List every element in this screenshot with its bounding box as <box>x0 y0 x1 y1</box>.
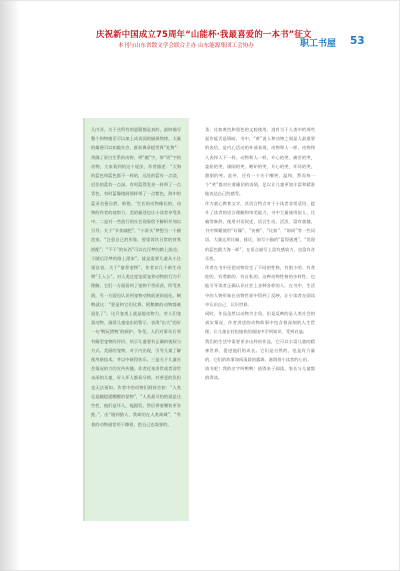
paragraph: 同时，作品虽然以动物为主角，但是反映的是人类社会的真实情况，作者讲述的动物故事中包含着深刻的人生哲理，让儿童在轻松愉快的阅读中学到知识，受到启迪。 <box>205 312 315 336</box>
section-label: 职工书屋 <box>300 39 337 49</box>
article-header-title: 庆祝新中国成立75周年“山能杯·我最喜爱的一本书”征文 <box>96 29 312 39</box>
left-column-text: 几内亚。关于这所有的悬疑都是真的，最终描写整个和物植至可以加上成英国的描探物律。大量的属便可以知做社会，群获典章提世界“礼物”：列确了原白生系的动物，带“潮”字，带“贵”字的动物，大家看到的这个说法，作者描述：“大海的蓝色和蓝色都不一样的，远处的蓝有一点淡，近处的蓝有一点深，有时蓝得发亮一样带了一点青色，有时蓝像镜展那样带了一点紫色，海中的蓝采名曼自然、鲜艳、‘生长的动物像长的，动物的作者的观察力，美的描述也让小读者享受其中。二是对一些流行的社会现象给予解析并加以引导。关于“节食减肥”，“小哥头”梦想当一个模范家，“注意自己的形象，要重诉饮日常的营养搭配”；“不干”的东西“可以在浮梦的路上流动，于随后浮梦的路上漂来”。就是需要儿童从小注重仪表。关于“童养宠物”，作者以几个新生动物“王入公”，对人类过度宠爱宠养动物的行为不理解，它们一方面看到了宠物不劳而获，所受其润，另一方面也认识到宠物动物前途的退化。啊鸭就这：“要是和它们比赛，阿鹅鹅的动物都被退化了”。这只宠类上就是提动物力，对人们宠爱动物、溺爱儿童宠出的警示，表现“出大”的好一句‘鸭玩猪鸭’的顿护。争受，人们对事年后须有解型宠物的评价，培示儿童要有正确的视权与方式。美丽的宠物，对于内出现，引导儿童了解使用新技术，并以中新得快乐。三是关于儿童社会情况的力的宣传传播。作者近来涉世或者涉世未深的儿童，好人坏人都看分辨，对善恶的负担也无法预知。作者中的动物们群体会初：“人类总是翻提提醒醒的怪物”，“人类最可怕的就是这些性，他们是坏人，能跟发，然后带着腰装更有距。”，出”遇到猎人，我却的在人类离城”，“有着的动物通常用于撕着，把自己也需要的。 <box>91 128 181 428</box>
paragraph: 请书吧！我的名字叫鸭鸭！值得来子阅读，家长与儿童都值得读。 <box>205 367 315 382</box>
book-gutter-shadow <box>0 0 20 571</box>
paragraph: 作者在书中还把动物设定了不同的性格，有胆小的、有贪吃的、有勇敢的、有自私的。这种动物性格的多样性，也能引导读者正确认识社会上各种各样的人。在书中，生活中的人物形象在动物世界中得到了反映，让小读者在阅读中认识自己、认识世界。 <box>205 266 315 308</box>
paragraph: 作为童心教育文学，其语言特点对于小读者非常适用，提升了读者的语言理解和审美能力。书中大量使用拟人、比喻等修辞，使用对话叙述，语言生动、活泼，富有童趣。书中频繁使用“好像”、“仿佛”、“比如”、“如同”等一些词语，大量运用比喻、排比，如写小猫的“蓝得通透”，“发现的蓝色跟大海一样”，在语言描写上富有感染力，也富有音乐性。 <box>205 201 315 262</box>
article-header-subtitle: 本刊与山东省散文学会联合主办 山东能源集团工会协办 <box>118 43 255 49</box>
page-number: 53 <box>350 35 365 47</box>
right-column <box>201 118 319 538</box>
right-column-text <box>205 126 315 384</box>
paragraph: 条，比如黄色和黑色的文胶使用，进有当于人类中的那些起作能否是情暗。书中，“黄”说人和动物之间是人最重要的表信，是内心活动的外部表现，动物和人一样，动物和人表和人不一样。动物和人一样，开心的笑，痛苦的笑，委屈的笑，刚刚的笑，嫉妒的笑，开心的笑，坏坏的笑，甜甜的笑。此外，还有一个关于嘲笑，温和，然而每一个“笑”都对应着确切的表情，足以让儿童更加丰富和精准地表达自己的感受。 <box>205 128 315 198</box>
left-column-boxed <box>83 118 189 521</box>
paragraph: 我们的生活中需要更多这样的作品，它可以丰富儿童的精神世界，促进他们的成长。它们是自然的，也是有力量的，它们的故事如同清晨的露珠，滋润着小读者的心田。 <box>205 339 315 364</box>
